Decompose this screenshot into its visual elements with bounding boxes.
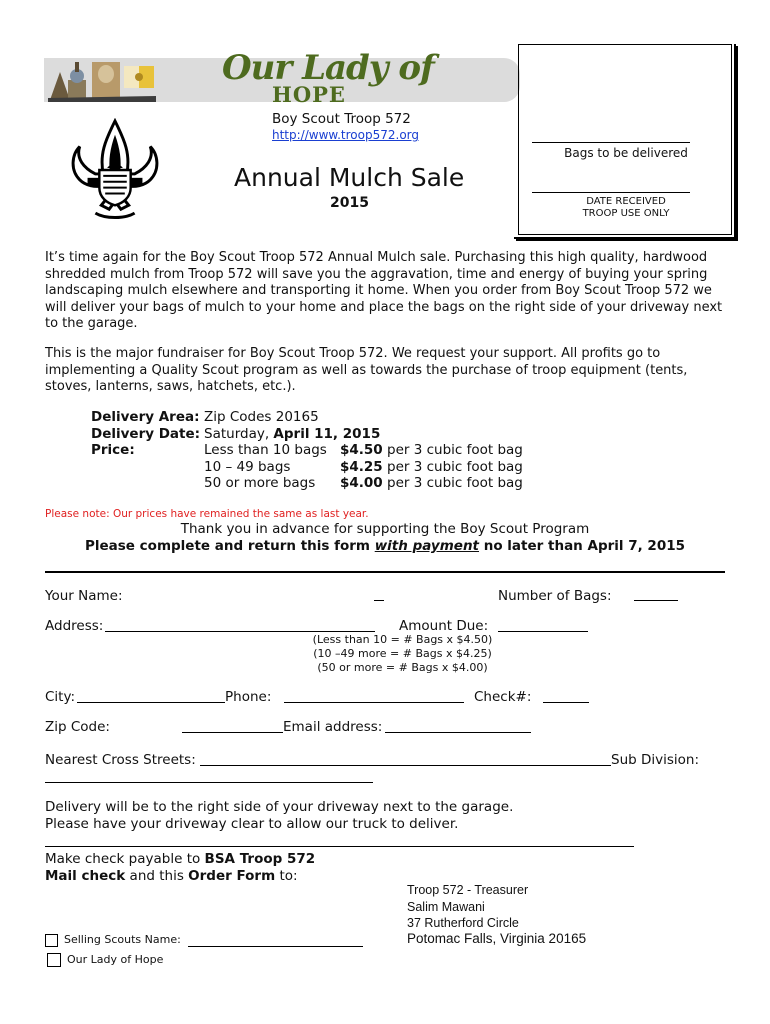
date-received-line xyxy=(532,192,690,193)
page-title: Annual Mulch Sale xyxy=(234,163,465,192)
email-field[interactable] xyxy=(385,732,531,733)
delivery-date-value: Saturday, April 11, 2015 xyxy=(204,426,381,442)
email-label: Email address: xyxy=(283,719,383,735)
selling-scout-label: Selling Scouts Name: xyxy=(64,933,181,946)
subdivision-field[interactable] xyxy=(45,782,373,783)
form-divider xyxy=(45,571,725,573)
troop-name: Boy Scout Troop 572 xyxy=(272,111,411,127)
delivery-area-value: Zip Codes 20165 xyxy=(204,409,319,425)
zip-code-label: Zip Code: xyxy=(45,719,110,735)
your-name-label: Your Name: xyxy=(45,588,123,604)
delivery-date-label: Delivery Date: xyxy=(91,426,201,442)
intro-paragraph-2: This is the major fundraiser for Boy Scout Troop 572. We request your support. All profits go to implementing a Quality Scout program as well as towards the purchase of troop equipment (tents, stoves, lanterns, saws, hatchets, etc.). xyxy=(45,346,688,394)
amount-due-label: Amount Due: xyxy=(399,618,489,634)
mail-address-line-1: Troop 572 - Treasurer xyxy=(407,883,529,897)
phone-label: Phone: xyxy=(225,689,272,705)
thanks-line: Thank you in advance for supporting the Boy Scout Program xyxy=(180,521,590,537)
logo-subtitle: HOPE xyxy=(272,82,346,107)
number-of-bags-field[interactable] xyxy=(634,600,678,601)
parish-checkbox[interactable] xyxy=(47,953,61,967)
cross-streets-field[interactable] xyxy=(200,765,611,766)
return-instructions: Please complete and return this form with payment no later than April 7, 2015 xyxy=(84,538,686,554)
date-received-label: DATE RECEIVED TROOP USE ONLY xyxy=(582,196,670,219)
check-number-field[interactable] xyxy=(543,702,589,703)
amount-calculation-note: (Less than 10 = # Bags x $4.50) (10 –49 more = # Bags x $4.25) (50 or more = # Bags x $4.00) xyxy=(312,633,493,674)
payment-instructions: Make check payable to BSA Troop 572 Mail check and this Order Form to: xyxy=(45,851,316,884)
parish-label: Our Lady of Hope xyxy=(67,953,164,966)
price-note: Please note: Our prices have remained the same as last year. xyxy=(45,508,369,520)
selling-scout-row xyxy=(45,933,181,947)
selling-scout-name-field[interactable] xyxy=(188,946,363,947)
amount-due-field[interactable] xyxy=(498,631,588,632)
price-tier-2: 10 – 49 bags $4.25 per 3 cubic foot bag xyxy=(204,459,523,475)
intro-paragraph-1: It’s time again for the Boy Scout Troop 572 Annual Mulch sale. Purchasing this high quality, hardwood shredded mulch from Troop 572 will save you the aggravation, time and energy of buying your spring landscaping mulch elsewhere and transporting it home. When you order from Boy Scout Troop 572 we will deliver your bags of mulch to your home and place the bags on the right side of your driveway next to the garage. xyxy=(45,250,723,331)
city-field[interactable] xyxy=(77,702,225,703)
subdivision-label: Sub Division: xyxy=(611,752,700,768)
cross-streets-label: Nearest Cross Streets: xyxy=(45,752,196,768)
delivery-area-label: Delivery Area: xyxy=(91,409,200,425)
scout-fleur-de-lis-icon xyxy=(66,118,164,222)
address-label: Address: xyxy=(45,618,104,634)
mail-address-line-2: Salim Mawani xyxy=(407,900,485,914)
price-label: Price: xyxy=(91,442,135,458)
city-label: City: xyxy=(45,689,76,705)
selling-scout-checkbox[interactable] xyxy=(45,934,58,947)
address-field[interactable] xyxy=(105,631,375,632)
sale-year: 2015 xyxy=(330,195,369,211)
number-of-bags-label: Number of Bags: xyxy=(498,588,612,604)
church-photos-image xyxy=(48,58,156,102)
mail-address-line-4: Potomac Falls, Virginia 20165 xyxy=(407,931,587,946)
bags-delivered-label: Bags to be delivered xyxy=(564,146,688,160)
phone-field[interactable] xyxy=(284,702,464,703)
check-number-label: Check#: xyxy=(474,689,532,705)
payment-divider xyxy=(45,846,634,847)
mail-address-line-3: 37 Rutherford Circle xyxy=(407,916,519,930)
logo-title: Our Lady of xyxy=(222,48,434,88)
your-name-field[interactable] xyxy=(374,600,384,601)
price-tier-3: 50 or more bags $4.00 per 3 cubic foot bag xyxy=(204,475,523,491)
price-tier-1: Less than 10 bags $4.50 per 3 cubic foot bag xyxy=(204,442,523,458)
parish-row xyxy=(47,953,163,967)
delivery-note: Delivery will be to the right side of your driveway next to the garage. Please have your driveway clear to allow our truck to deliver. xyxy=(45,799,514,832)
zip-code-field[interactable] xyxy=(182,732,283,733)
bags-delivered-line xyxy=(532,142,690,143)
troop-website-link[interactable]: http://www.troop572.org xyxy=(272,128,419,142)
